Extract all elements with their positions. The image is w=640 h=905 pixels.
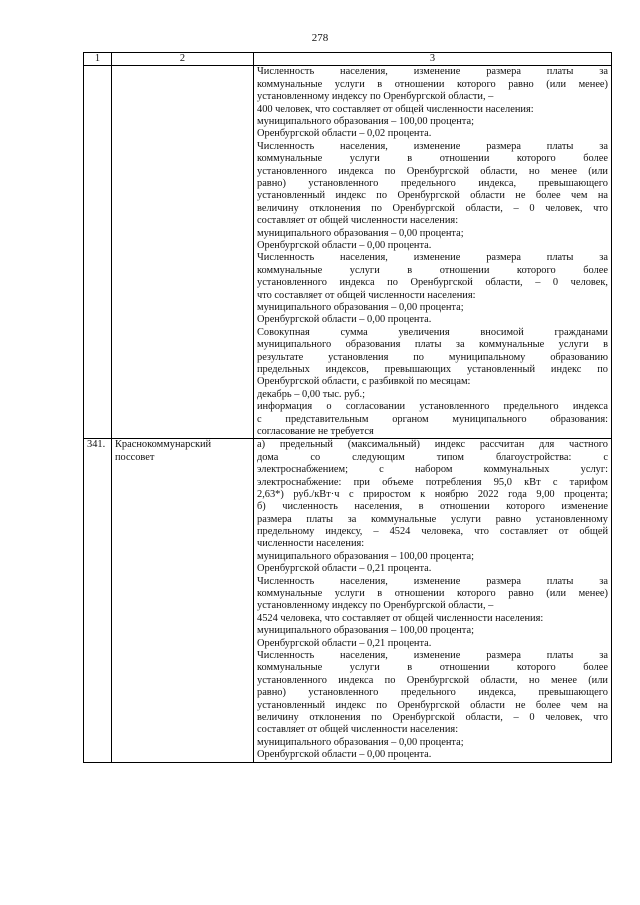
text-line: Численность населения, изменение размера платы за (257, 650, 608, 662)
text-line: Оренбургской области – 0,21 процента. (257, 637, 432, 649)
text-line: муниципального образования – 0,00 процента; (257, 301, 464, 313)
text-line: с представительным органом муниципального образования: (257, 413, 608, 425)
text-line: установленного индекса по Оренбургской области, но менее (или (257, 674, 608, 686)
text-line: электроснабжением; с набором коммунальных услуг: (257, 464, 608, 476)
row-text-lines (257, 66, 608, 438)
text-line: равно) установленного предельного индекса, превышающего (257, 177, 608, 189)
text-line: Оренбургской области, с разбивкой по месяцам: (257, 376, 471, 388)
column-header: 1 (84, 53, 112, 66)
document-table (83, 52, 612, 763)
row-text-cell (254, 66, 612, 439)
text-line: установленного индекса по Оренбургской области, – 0 человек, (257, 277, 608, 289)
text-line: 2,63*) руб./кВт·ч с приростом к ноябрю 2022 года 9,00 процента; (257, 488, 608, 500)
text-line: составляет от общей численности населения: (257, 215, 459, 227)
text-line: декабрь – 0,00 тыс. руб.; (257, 388, 366, 400)
text-line: составляет от общей численности населения: (257, 724, 459, 736)
text-line: численности населения: (257, 538, 365, 550)
row-name-lines (115, 439, 250, 464)
text-line: величину отклонения по Оренбургской области, – 0 человек, что (257, 712, 608, 724)
text-line: муниципального образования – 100,00 процента; (257, 625, 474, 637)
text-line: Оренбургской области – 0,00 процента. (257, 749, 432, 761)
text-line: установленному индексу по Оренбургской области, – (257, 600, 494, 612)
row-text-lines (257, 439, 608, 761)
text-line: Оренбургской области – 0,00 процента. (257, 314, 432, 326)
column-header: 2 (112, 53, 254, 66)
text-line: Совокупная сумма увеличения вносимой гражданами (257, 326, 608, 338)
text-line: что составляет от общей численности населения: (257, 289, 476, 301)
table-row (84, 439, 612, 762)
text-line: 4524 человека, что составляет от общей численности населения: (257, 612, 544, 624)
text-line: предельному индексу, – 4524 человека, что составляет от общей (257, 526, 608, 538)
text-line: коммунальные услуги в отношении которого равно (или менее) (257, 588, 608, 600)
text-line: муниципального образования – 0,00 процента; (257, 227, 464, 239)
text-line: размера платы за коммунальные услуги равно установленному (257, 513, 608, 525)
text-line: Оренбургской области – 0,02 процента. (257, 128, 432, 140)
row-text-cell (254, 439, 612, 762)
text-line: коммунальные услуги в отношении которого равно (или менее) (257, 78, 608, 90)
text-line: предельных индексов, превышающих установленный индекс по (257, 363, 608, 375)
table-row (84, 66, 612, 439)
text-line: муниципального образования – 100,00 процента; (257, 550, 474, 562)
text-line: установленному индексу по Оренбургской области, – (257, 91, 494, 103)
text-line: коммунальные услуги в отношении которого более (257, 264, 608, 276)
text-line: коммунальные услуги в отношении которого более (257, 662, 608, 674)
text-line: установленный индекс по Оренбургской области не более чем на (257, 190, 608, 202)
text-line: а) предельный (максимальный) индекс рассчитан для частного (257, 439, 608, 451)
page-number: 278 (311, 32, 329, 44)
table-header-row (84, 53, 612, 66)
text-line: Численность населения, изменение размера платы за (257, 140, 608, 152)
text-line: величину отклонения по Оренбургской области, – 0 человек, что (257, 202, 608, 214)
text-line: результате установления по муниципальному образованию (257, 351, 608, 363)
text-line: дома со следующим типом благоустройства: с (257, 451, 608, 463)
text-line: Численность населения, изменение размера платы за (257, 252, 608, 264)
row-name-cell (112, 439, 254, 762)
row-name-line: поссовет (115, 451, 155, 463)
text-line: равно) установленного предельного индекса, превышающего (257, 687, 608, 699)
text-line: Оренбургской области – 0,00 процента. (257, 239, 432, 251)
row-number-cell: 341. (84, 439, 112, 762)
text-line: Численность населения, изменение размера платы за (257, 575, 608, 587)
column-header: 3 (254, 53, 612, 66)
text-line: установленный индекс по Оренбургской области не более чем на (257, 699, 608, 711)
text-line: коммунальные услуги в отношении которого более (257, 153, 608, 165)
text-line: 400 человек, что составляет от общей численности населения: (257, 103, 534, 115)
text-line: б) численность населения, в отношении которого изменение (257, 501, 608, 513)
row-name-line: Краснокоммунарский (115, 439, 212, 451)
text-line: электроснабжение: при объеме потребления 95,0 кВт с тарифом (257, 476, 608, 488)
text-line: муниципального образования – 100,00 процента; (257, 116, 474, 127)
text-line: Численность населения, изменение размера платы за (257, 66, 608, 78)
row-name-cell (112, 66, 254, 439)
text-line: информация о согласовании установленного предельного индекса (257, 401, 608, 413)
text-line: установленного индекса по Оренбургской области, но менее (или (257, 165, 608, 177)
text-line: муниципального образования платы за коммунальные услуги в (257, 339, 608, 351)
text-line: согласование не требуется (257, 425, 374, 437)
text-line: Оренбургской области – 0,21 процента. (257, 563, 432, 575)
row-number-cell (84, 66, 112, 439)
text-line: муниципального образования – 0,00 процента; (257, 736, 464, 748)
